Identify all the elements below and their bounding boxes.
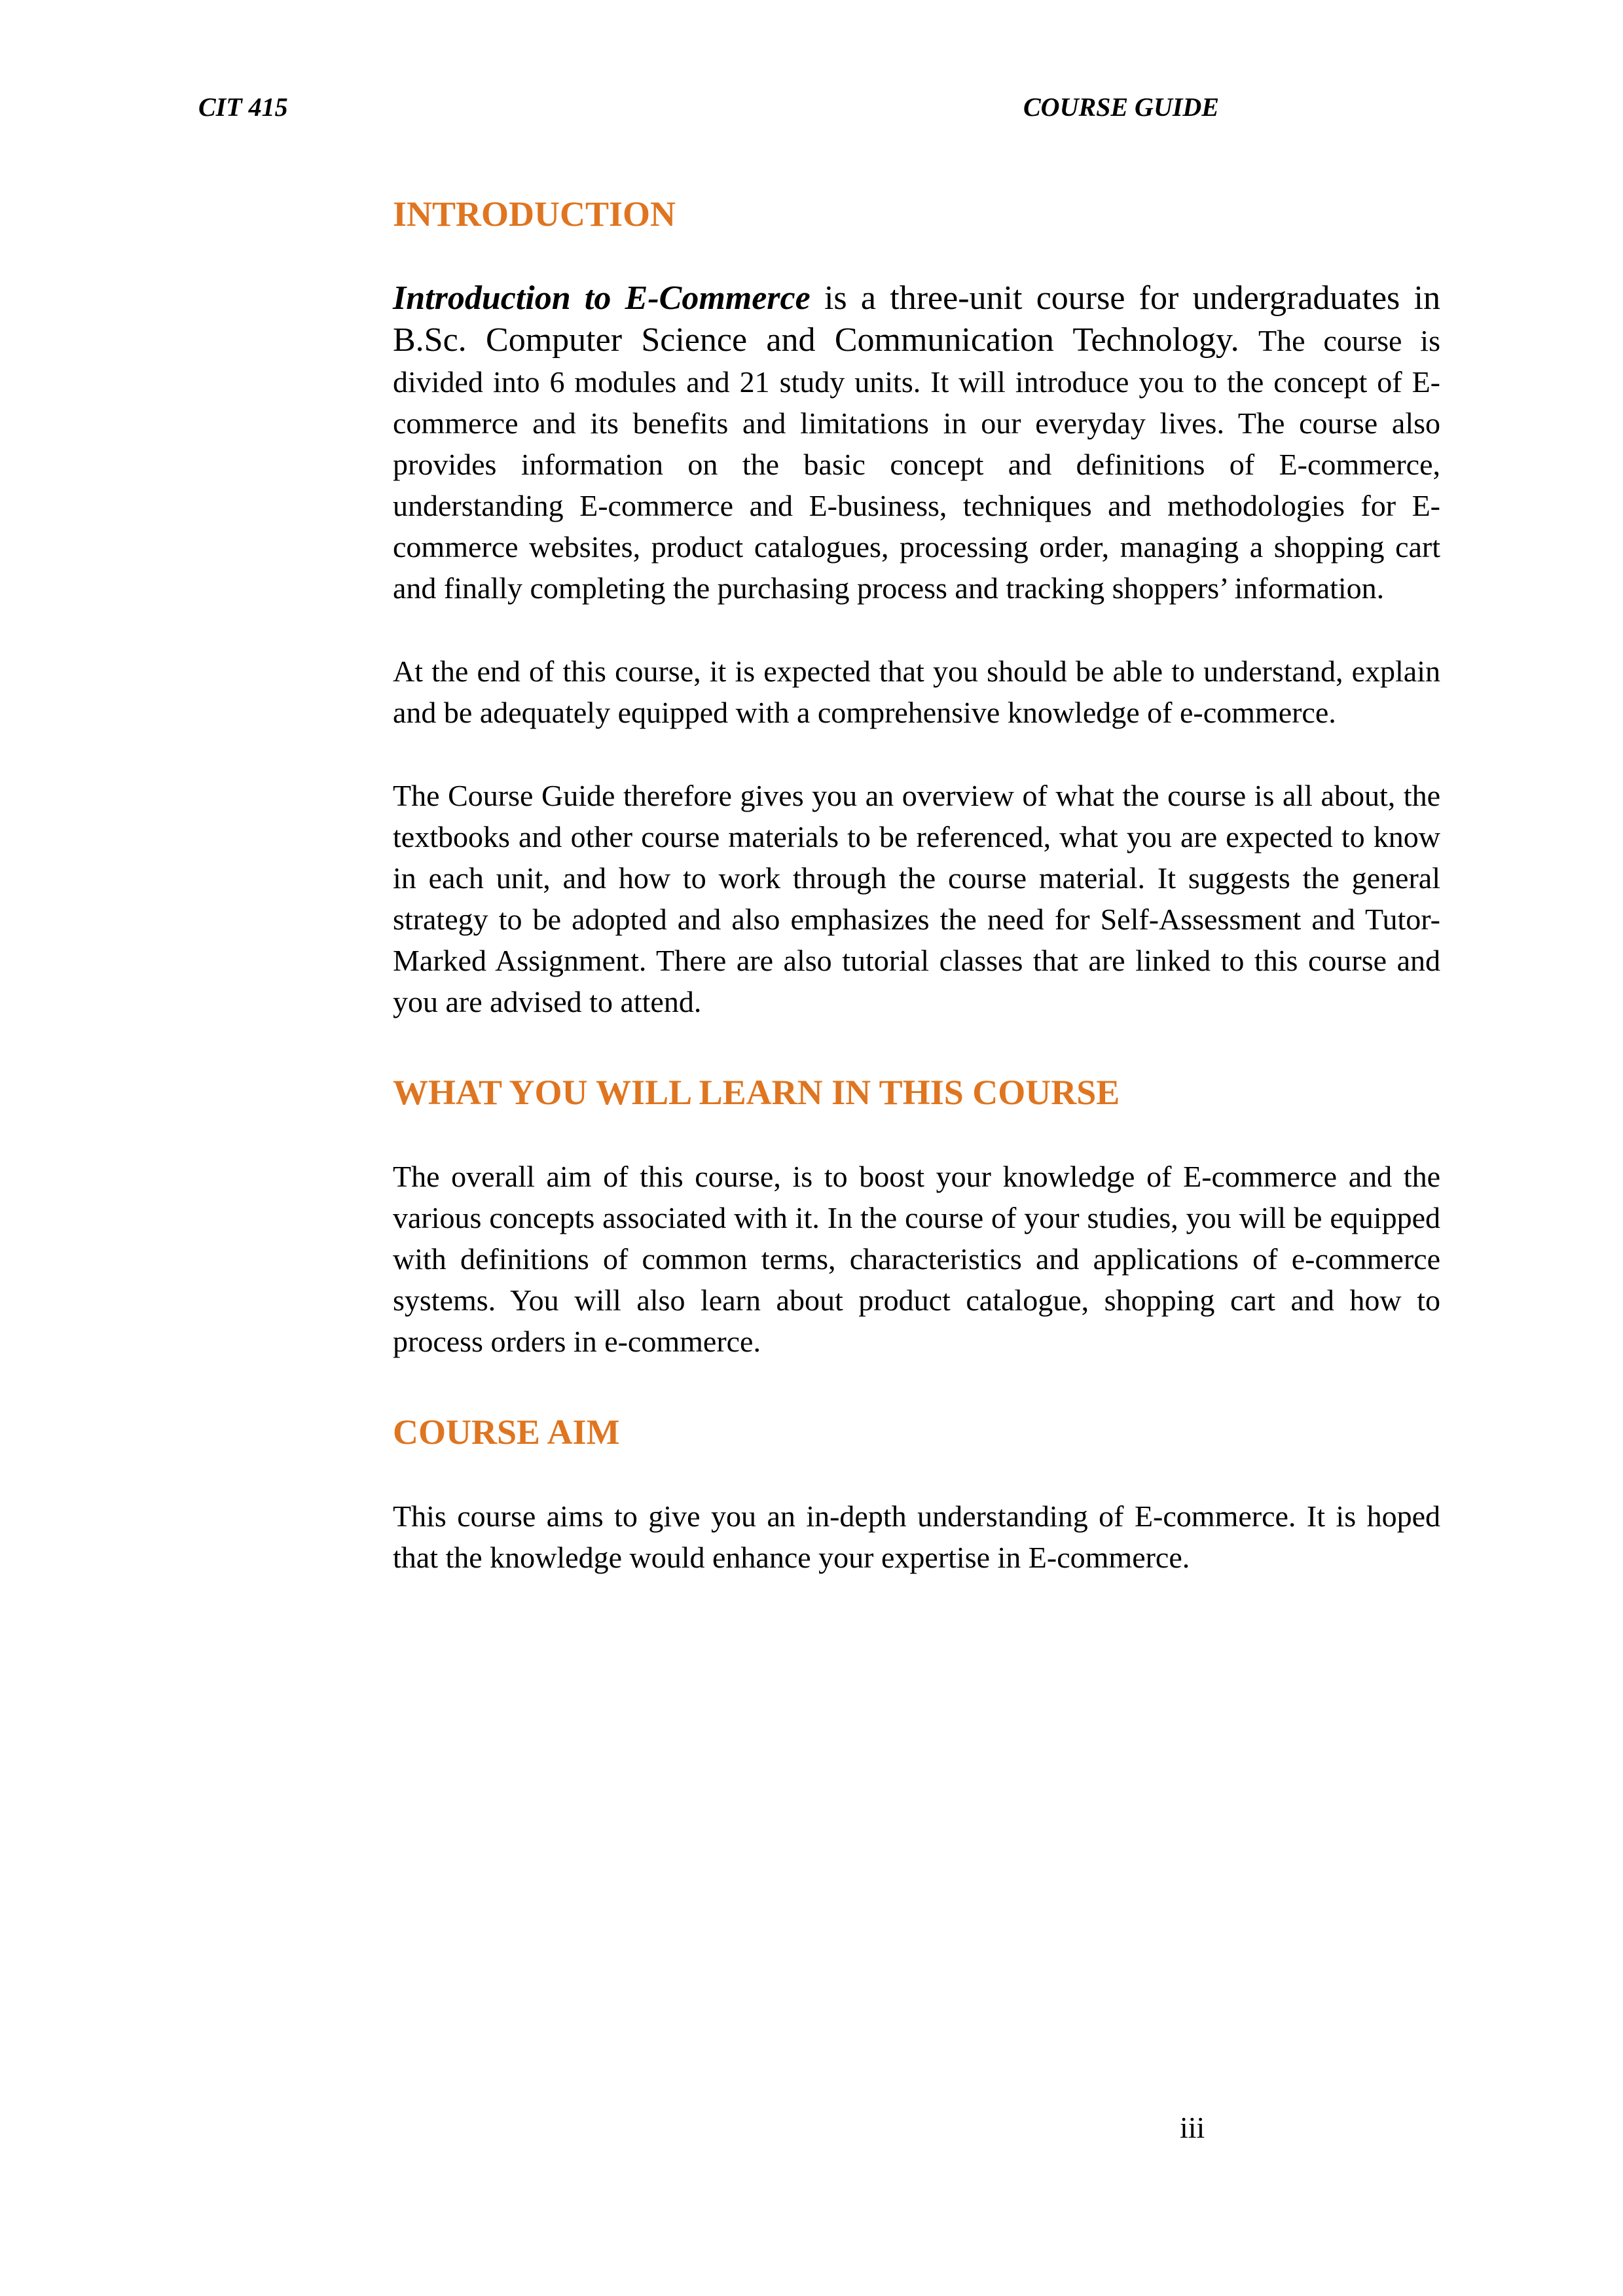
section-heading-introduction: INTRODUCTION xyxy=(393,194,676,234)
intro-paragraph-2: At the end of this course, it is expected that you should be able to understand, explain and be adequately equipped with a comprehensive knowledge of e-commerce. xyxy=(393,655,1440,729)
header-running-title: COURSE GUIDE xyxy=(1023,92,1219,122)
section-heading-course-aim: COURSE AIM xyxy=(393,1412,620,1452)
page-header xyxy=(0,92,1623,131)
header-course-code: CIT 415 xyxy=(198,92,288,122)
intro-paragraph-3: The Course Guide therefore gives you an overview of what the course is all about, the textbooks and other course materials to be referenced, what you are expected to know in each unit, and how to work through the course material. It suggests the general strategy to be adopted and also emphasizes the need for Self-Assessment and Tutor-Marked Assignment. There are also tutorial classes that are linked to this course and you are advised to attend. xyxy=(393,779,1440,1018)
section-heading-what-you-will-learn: WHAT YOU WILL LEARN IN THIS COURSE xyxy=(393,1073,1120,1112)
learn-paragraph: The overall aim of this course, is to boost your knowledge of E-commerce and the various concepts associated with it. In the course of your studies, you will be equipped with definitions of common terms, characteristics and applications of e-commerce systems. You will also learn about product catalogue, shopping cart and how to process orders in e-commerce. xyxy=(393,1160,1440,1358)
intro-paragraph-rest: The course is divided into 6 modules and 21 study units. It will introduce you to the concept of E-commerce and its benefits and limitations in our everyday lives. The course also provides information on the basic concept and definitions of E-commerce, understanding E-commerce and E-business, techniques and methodologies for E-commerce websites, product catalogues, processing order, managing a shopping cart and finally completing the purchasing process and tracking shoppers’ information. xyxy=(393,324,1440,605)
aim-paragraph: This course aims to give you an in-depth understanding of E-commerce. It is hoped that the knowledge would enhance your expertise in E-commerce. xyxy=(393,1499,1440,1574)
intro-paragraph-1 xyxy=(393,278,1440,609)
document-body xyxy=(393,194,1440,1620)
course-title-emphasis: Introduction to E-Commerce xyxy=(393,279,811,317)
page-number: iii xyxy=(1180,2111,1205,2144)
intro-lead-sentence: is a three-unit course for undergraduates in B.Sc. Computer Science and Communication Technology. xyxy=(393,279,1440,359)
